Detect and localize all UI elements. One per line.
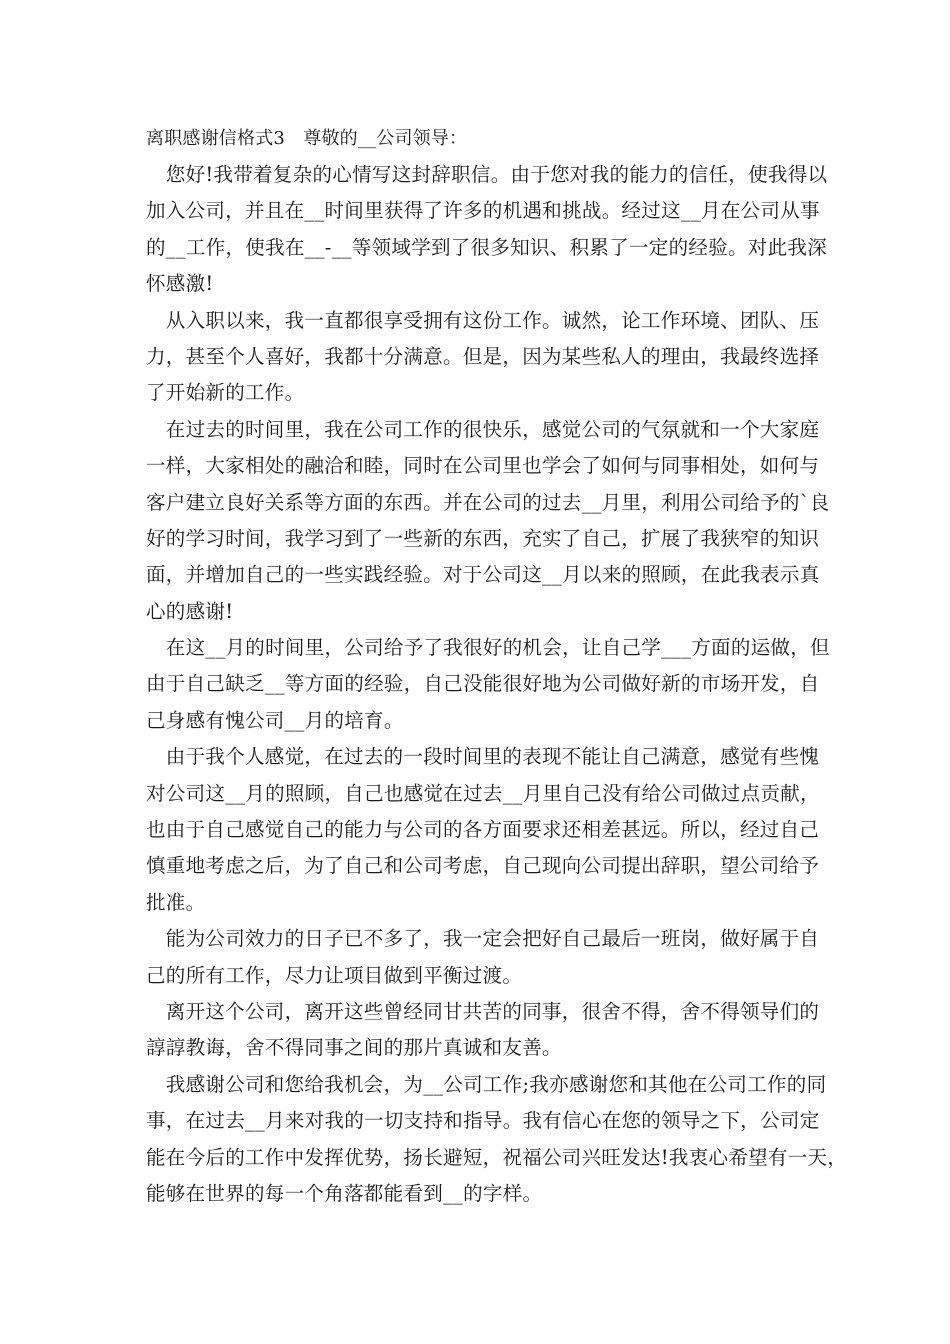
paragraph-6 bbox=[146, 921, 820, 994]
text-line: 能够在世界的每一个角落都能看到__的字样。 bbox=[146, 1181, 543, 1205]
paragraph-1 bbox=[146, 157, 828, 303]
text-line: 一样，大家相处的融洽和睦，同时在公司里也学会了如何与同事相处，如何与 bbox=[146, 454, 820, 478]
paragraph-2 bbox=[146, 303, 820, 412]
text-line: 己的所有工作，尽力让项目做到平衡过渡。 bbox=[146, 963, 523, 987]
text-line: 由于自己缺乏__等方面的经验，自己没能很好地为公司做好新的市场开发，自 bbox=[146, 672, 820, 696]
text-line: 在过去的时间里，我在公司工作的很快乐，感觉公司的气氛就和一个大家庭 bbox=[146, 417, 820, 441]
text-line: 从入职以来，我一直都很享受拥有这份工作。诚然，论工作环境、团队、压 bbox=[146, 308, 820, 332]
paragraph-5 bbox=[146, 739, 820, 921]
text-line: 面，并增加自己的一些实践经验。对于公司这__月以来的照顾，在此我表示真 bbox=[146, 563, 820, 587]
text-line: 的__工作，使我在__-__等领域学到了很多知识、积累了一定的经验。对此我深 bbox=[146, 235, 827, 259]
text-line: 力，甚至个人喜好，我都十分满意。但是，因为某些私人的理由，我最终选择 bbox=[146, 344, 820, 368]
text-line: 事，在过去__月来对我的一切支持和指导。我有信心在您的领导之下，公司定 bbox=[146, 1109, 820, 1133]
text-line: 您好!我带着复杂的心情写这封辞职信。由于您对我的能力的信任，使我得以 bbox=[146, 163, 828, 186]
paragraph-8 bbox=[146, 1067, 848, 1213]
letter-heading: 离职感谢信格式3 尊敬的__公司领导： bbox=[146, 128, 468, 149]
text-line: 慎重地考虑之后，为了自己和公司考虑，自己现向公司提出辞职，望公司给予 bbox=[146, 854, 820, 878]
text-line: 加入公司，并且在__时间里获得了许多的机遇和挑战。经过这__月在公司从事 bbox=[146, 199, 820, 223]
text-line: 客户建立良好关系等方面的东西。并在公司的过去__月里，利用公司给予的`良 bbox=[146, 490, 830, 514]
paragraph-3 bbox=[146, 412, 830, 630]
text-line: 我感谢公司和您给我机会，为__公司工作;我亦感谢您和其他在公司工作的同 bbox=[146, 1072, 827, 1096]
paragraph-4 bbox=[146, 630, 830, 739]
letter-body bbox=[146, 121, 848, 1212]
paragraph-7 bbox=[146, 994, 820, 1067]
text-line: 对公司这__月的照顾，自己也感觉在过去__月里自己没有给公司做过点贡献， bbox=[146, 781, 820, 805]
text-line: 能在今后的工作中发挥优势，扬长避短，祝福公司兴旺发达!我衷心希望有一天， bbox=[146, 1145, 848, 1169]
text-line: 也由于自己感觉自己的能力与公司的各方面要求还相差甚远。所以，经过自己 bbox=[146, 818, 820, 842]
text-line: 怀感激! bbox=[146, 272, 214, 296]
text-line: 由于我个人感觉，在过去的一段时间里的表现不能让自己满意，感觉有些愧 bbox=[146, 745, 820, 769]
text-line: 在这__月的时间里，公司给予了我很好的机会，让自己学___方面的运做，但 bbox=[146, 636, 830, 660]
text-line: 了开始新的工作。 bbox=[146, 381, 305, 405]
text-line: 心的感谢! bbox=[146, 599, 234, 623]
text-line: 好的学习时间，我学习到了一些新的东西，充实了自己，扩展了我狭窄的知识 bbox=[146, 526, 820, 550]
text-line: 离开这个公司，离开这些曾经同甘共苦的同事，很舍不得，舍不得领导们的 bbox=[146, 999, 820, 1023]
text-line: 批准。 bbox=[146, 890, 206, 914]
text-line: 己身感有愧公司__月的培育。 bbox=[146, 708, 404, 732]
text-line: 能为公司效力的日子已不多了，我一定会把好自己最后一班岗，做好属于自 bbox=[146, 927, 820, 951]
text-line: 諄諄教诲，舍不得同事之间的那片真诚和友善。 bbox=[146, 1036, 562, 1060]
